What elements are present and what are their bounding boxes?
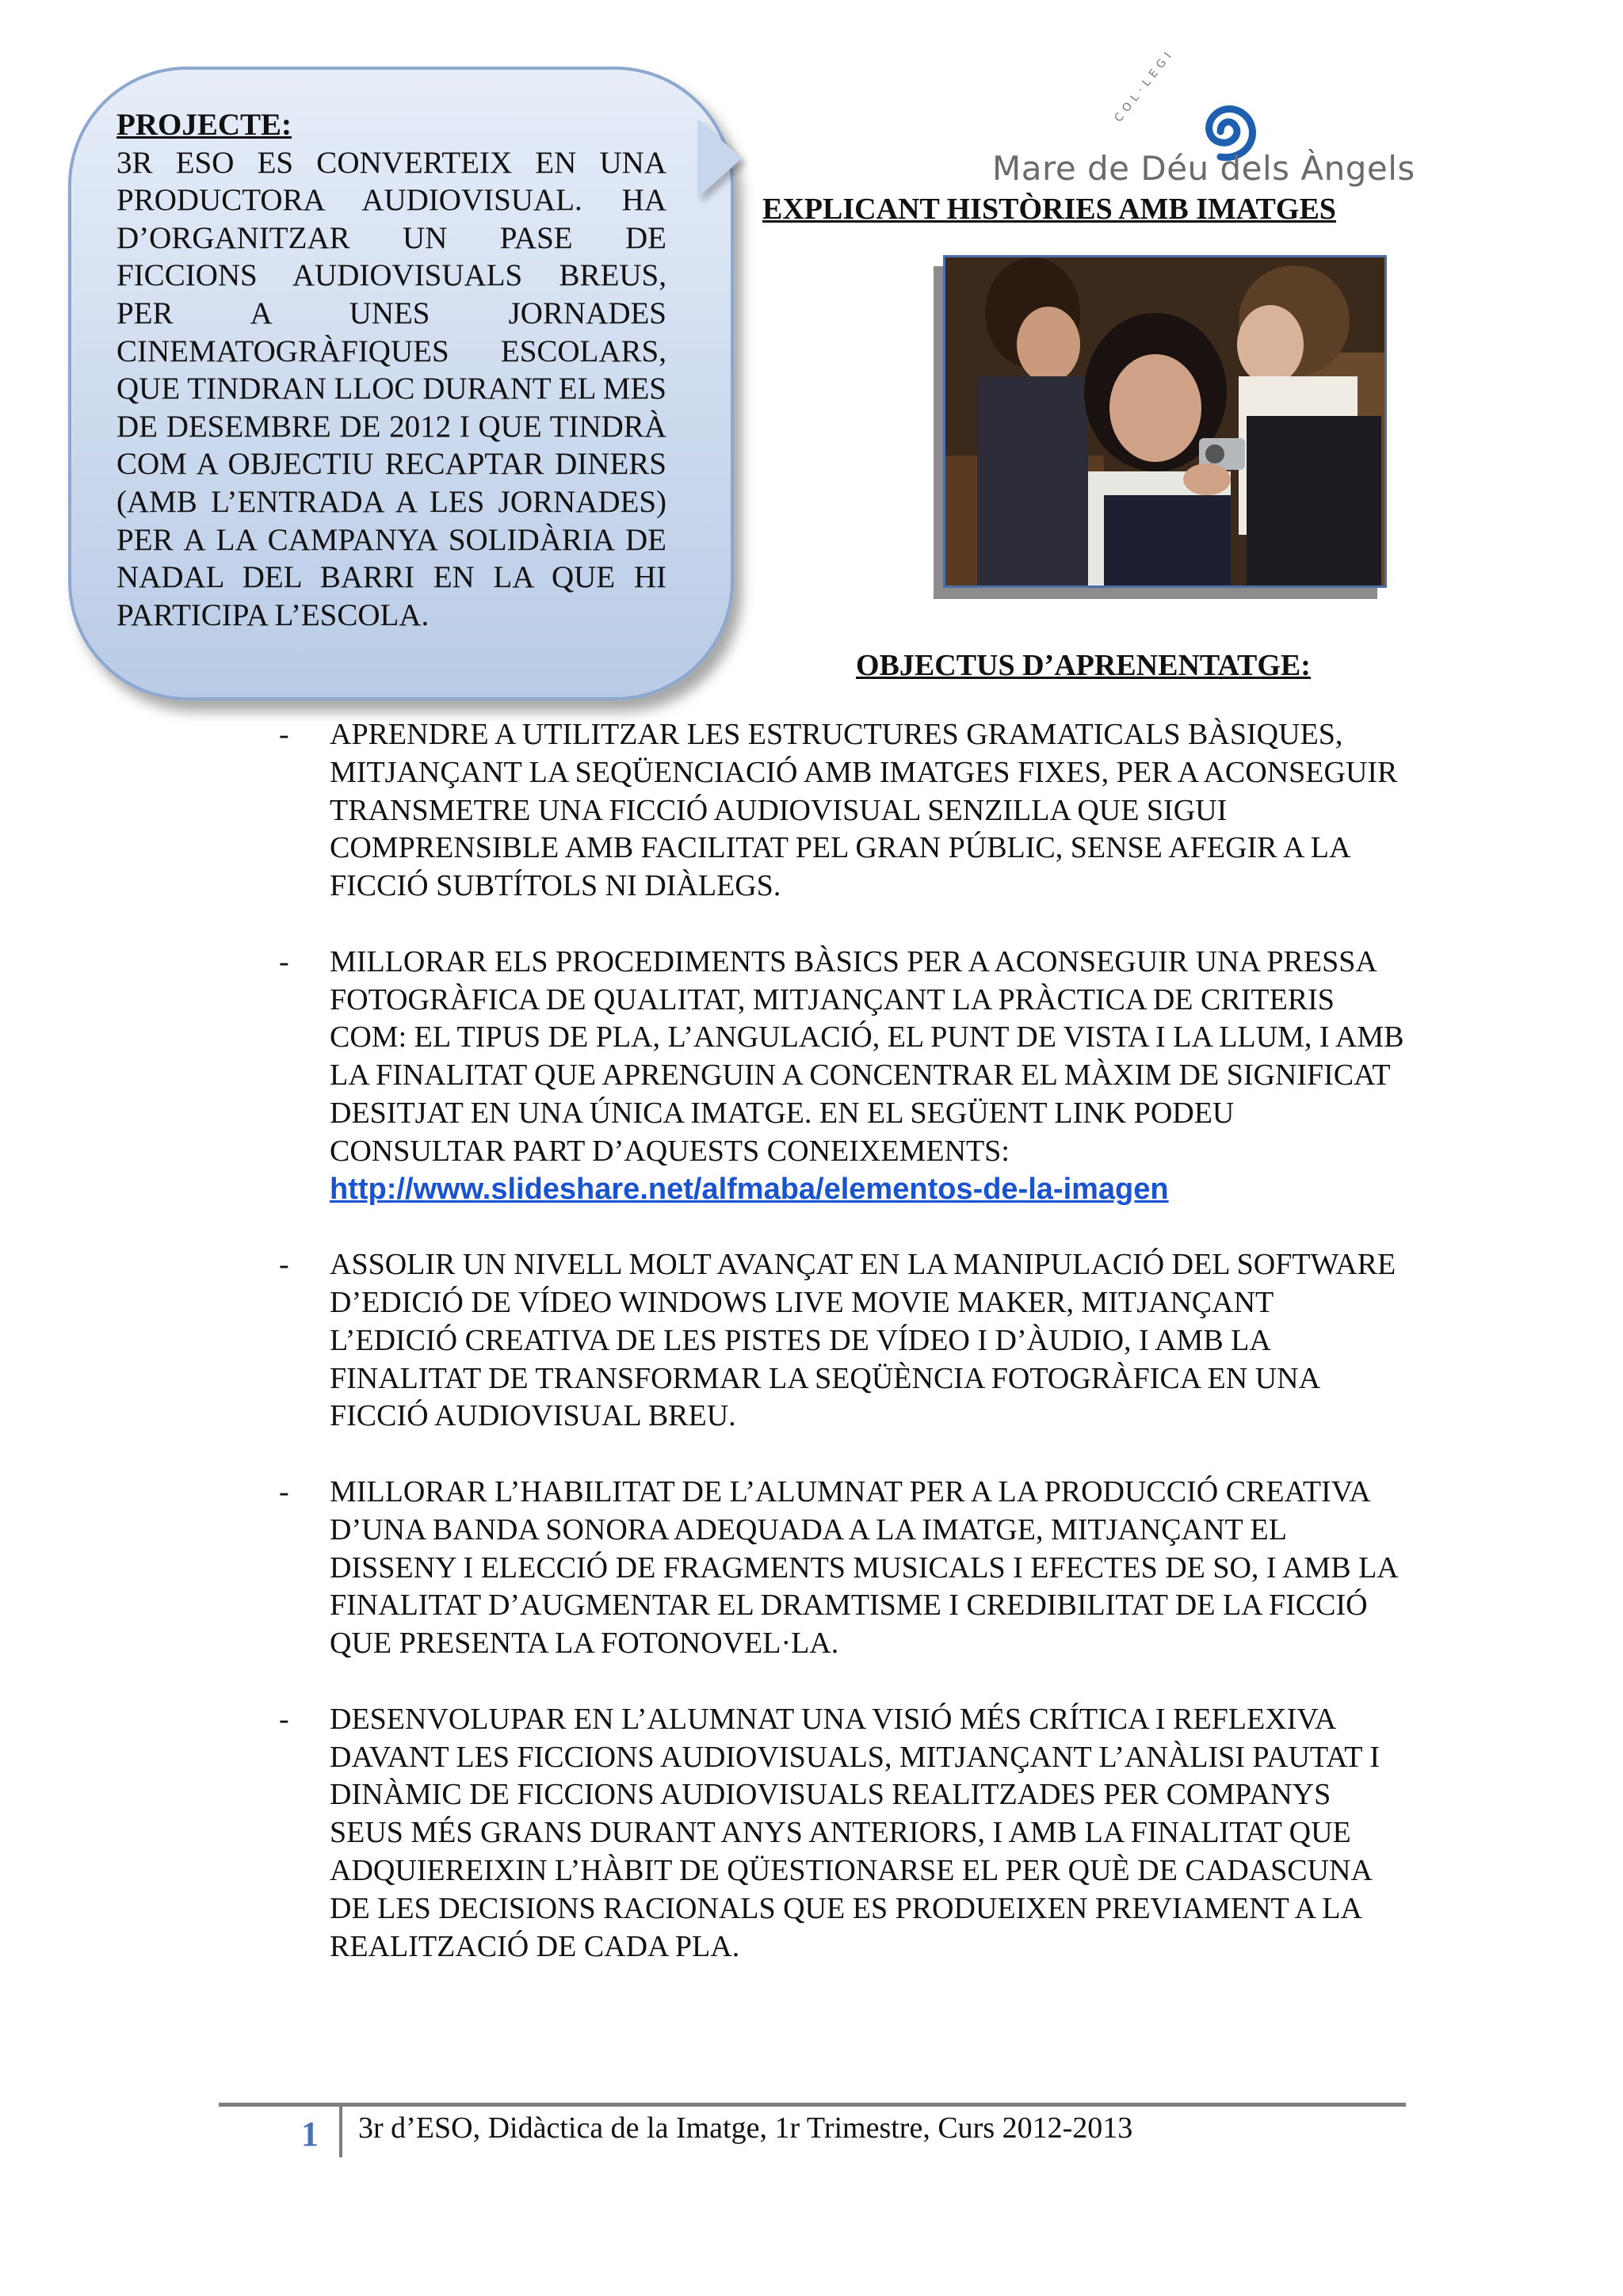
objectives-title: OBJECTUS D’APRENENTATGE: — [856, 649, 1311, 682]
objective-text: MILLORAR ELS PROCEDIMENTS BÀSICS PER A ACONSEGUIR UNA PRESSA FOTOGRÀFICA DE QUALITAT, MITJANÇANT LA PRÀCTICA DE CRITERIS COM: EL TIPUS DE PLA, L’ANGULACIÓ, EL PUNT DE VISTA I LA LLUM, I AMB LA FINALITAT QUE APRENGUIN A CONCENTRAR EL MÀXIM DE SIGNIFICAT DESITJAT EN UNA ÚNICA IMATGE. EN EL SEGÜENT LINK PODEU CONSULTAR PART D’AQUESTS CONEIXEMENTS: — [330, 944, 1404, 1168]
project-title: PROJECTE: — [116, 108, 292, 142]
project-text: 3R ESO ES CONVERTEIX EN UNA PRODUCTORA AUDIOVISUAL. HA D’ORGANITZAR UN PASE DE FICCIONS AUDIOVISUALS BREUS, PER A UNES JORNADES CINEMATOGRÀFIQUES ESCOLARS, QUE TINDRAN LLOC DURANT EL MES DE DESEMBRE DE 2012 I QUE TINDRÀ COM A OBJECTIU RECAPTAR DINERS (AMB L’ENTRADA A LES JORNADES) PER A LA CAMPANYA SOLIDÀRIA DE NADAL DEL BARRI EN LA QUE HI PARTICIPA L’ESCOLA. — [116, 145, 666, 632]
list-item — [279, 716, 1404, 906]
objective-text: DESENVOLUPAR EN L’ALUMNAT UNA VISIÓ MÉS CRÍTICA I REFLEXIVA DAVANT LES FICCIONS AUDIOVISUALS, MITJANÇANT L’ANÀLISI PAUTAT I DINÀMIC DE FICCIONS AUDIOVISUALS REALITZADES PER COMPANYS SEUS MÉS GRANS DURANT ANYS ANTERIORS, I AMB LA FINALITAT QUE ADQUIEREIXIN L’HÀBIT DE QÜESTIONARSE EL PER QUÈ DE CADASCUNA DE LES DECISIONS RACIONALS QUE ES PRODUEIXEN PREVIAMENT A LA REALITZACIÓ DE CADA PLA. — [330, 1702, 1380, 1963]
bubble-tail — [697, 119, 742, 198]
footer-text: 3r d’ESO, Didàctica de la Imatge, 1r Trimestre, Curs 2012-2013 — [358, 2111, 1133, 2145]
objectives-heading — [682, 648, 1311, 683]
list-dash: - — [279, 718, 289, 751]
objective-text: MILLORAR L’HABILITAT DE L’ALUMNAT PER A LA PRODUCCIÓ CREATIVA D’UNA BANDA SONORA ADEQUADA A LA IMATGE, MITJANÇANT EL DISSENY I ELECCIÓ DE FRAGMENTS MUSICALS I EFECTES DE SO, I AMB LA FINALITAT D’AUGMENTAR EL DRAMTISME I CREDIBILITAT DE LA FICCIÓ QUE PRESENTA LA FOTONOVEL·LA. — [330, 1474, 1397, 1661]
page-number: 1 — [301, 2115, 319, 2153]
list-dash: - — [279, 944, 289, 978]
page-title: EXPLICANT HISTÒRIES AMB IMATGES — [762, 193, 1336, 226]
list-item — [279, 944, 1404, 1209]
list-item — [279, 1246, 1404, 1436]
objective-text: ASSOLIR UN NIVELL MOLT AVANÇAT EN LA MANIPULACIÓ DEL SOFTWARE D’EDICIÓ DE VÍDEO WINDOWS LIVE MOVIE MAKER, MITJANÇANT L’EDICIÓ CREATIVA DE LES PISTES DE VÍDEO I D’ÀUDIO, I AMB LA FINALITAT DE TRANSFORMAR LA SEQÜÈNCIA FOTOGRÀFICA EN UNA FICCIÓ AUDIOVISUAL BREU. — [330, 1248, 1396, 1433]
footer-vertical-divider — [339, 2107, 342, 2157]
list-item — [279, 1474, 1404, 1663]
list-dash: - — [279, 1702, 289, 1736]
students-photo — [943, 255, 1387, 588]
logo-small-text: COL·LEGI — [1112, 46, 1178, 125]
list-dash: - — [279, 1474, 289, 1508]
footer-divider — [219, 2103, 1406, 2107]
students-with-camera-image — [945, 257, 1387, 588]
objective-text: APRENDRE A UTILITZAR LES ESTRUCTURES GRAMATICALS BÀSIQUES, MITJANÇANT LA SEQÜENCIACIÓ AMB IMATGES FIXES, PER A ACONSEGUIR TRANSMETRE UNA FICCIÓ AUDIOVISUAL SENZILLA QUE SIGUI COMPRENSIBLE AMB FACILITAT PEL GRAN PÚBLIC, SENSE AFEGIR A LA FICCIÓ SUBTÍTOLS NI DIÀLEGS. — [330, 718, 1398, 903]
list-item — [279, 1701, 1404, 1966]
logo-name: Mare de Déu dels Àngels — [992, 149, 1415, 188]
slideshare-link[interactable]: http://www.slideshare.net/alfmaba/elementos-de-la-imagen — [330, 1172, 1169, 1206]
list-dash: - — [279, 1248, 289, 1282]
objectives-list — [279, 716, 1404, 2004]
project-box — [116, 106, 666, 634]
